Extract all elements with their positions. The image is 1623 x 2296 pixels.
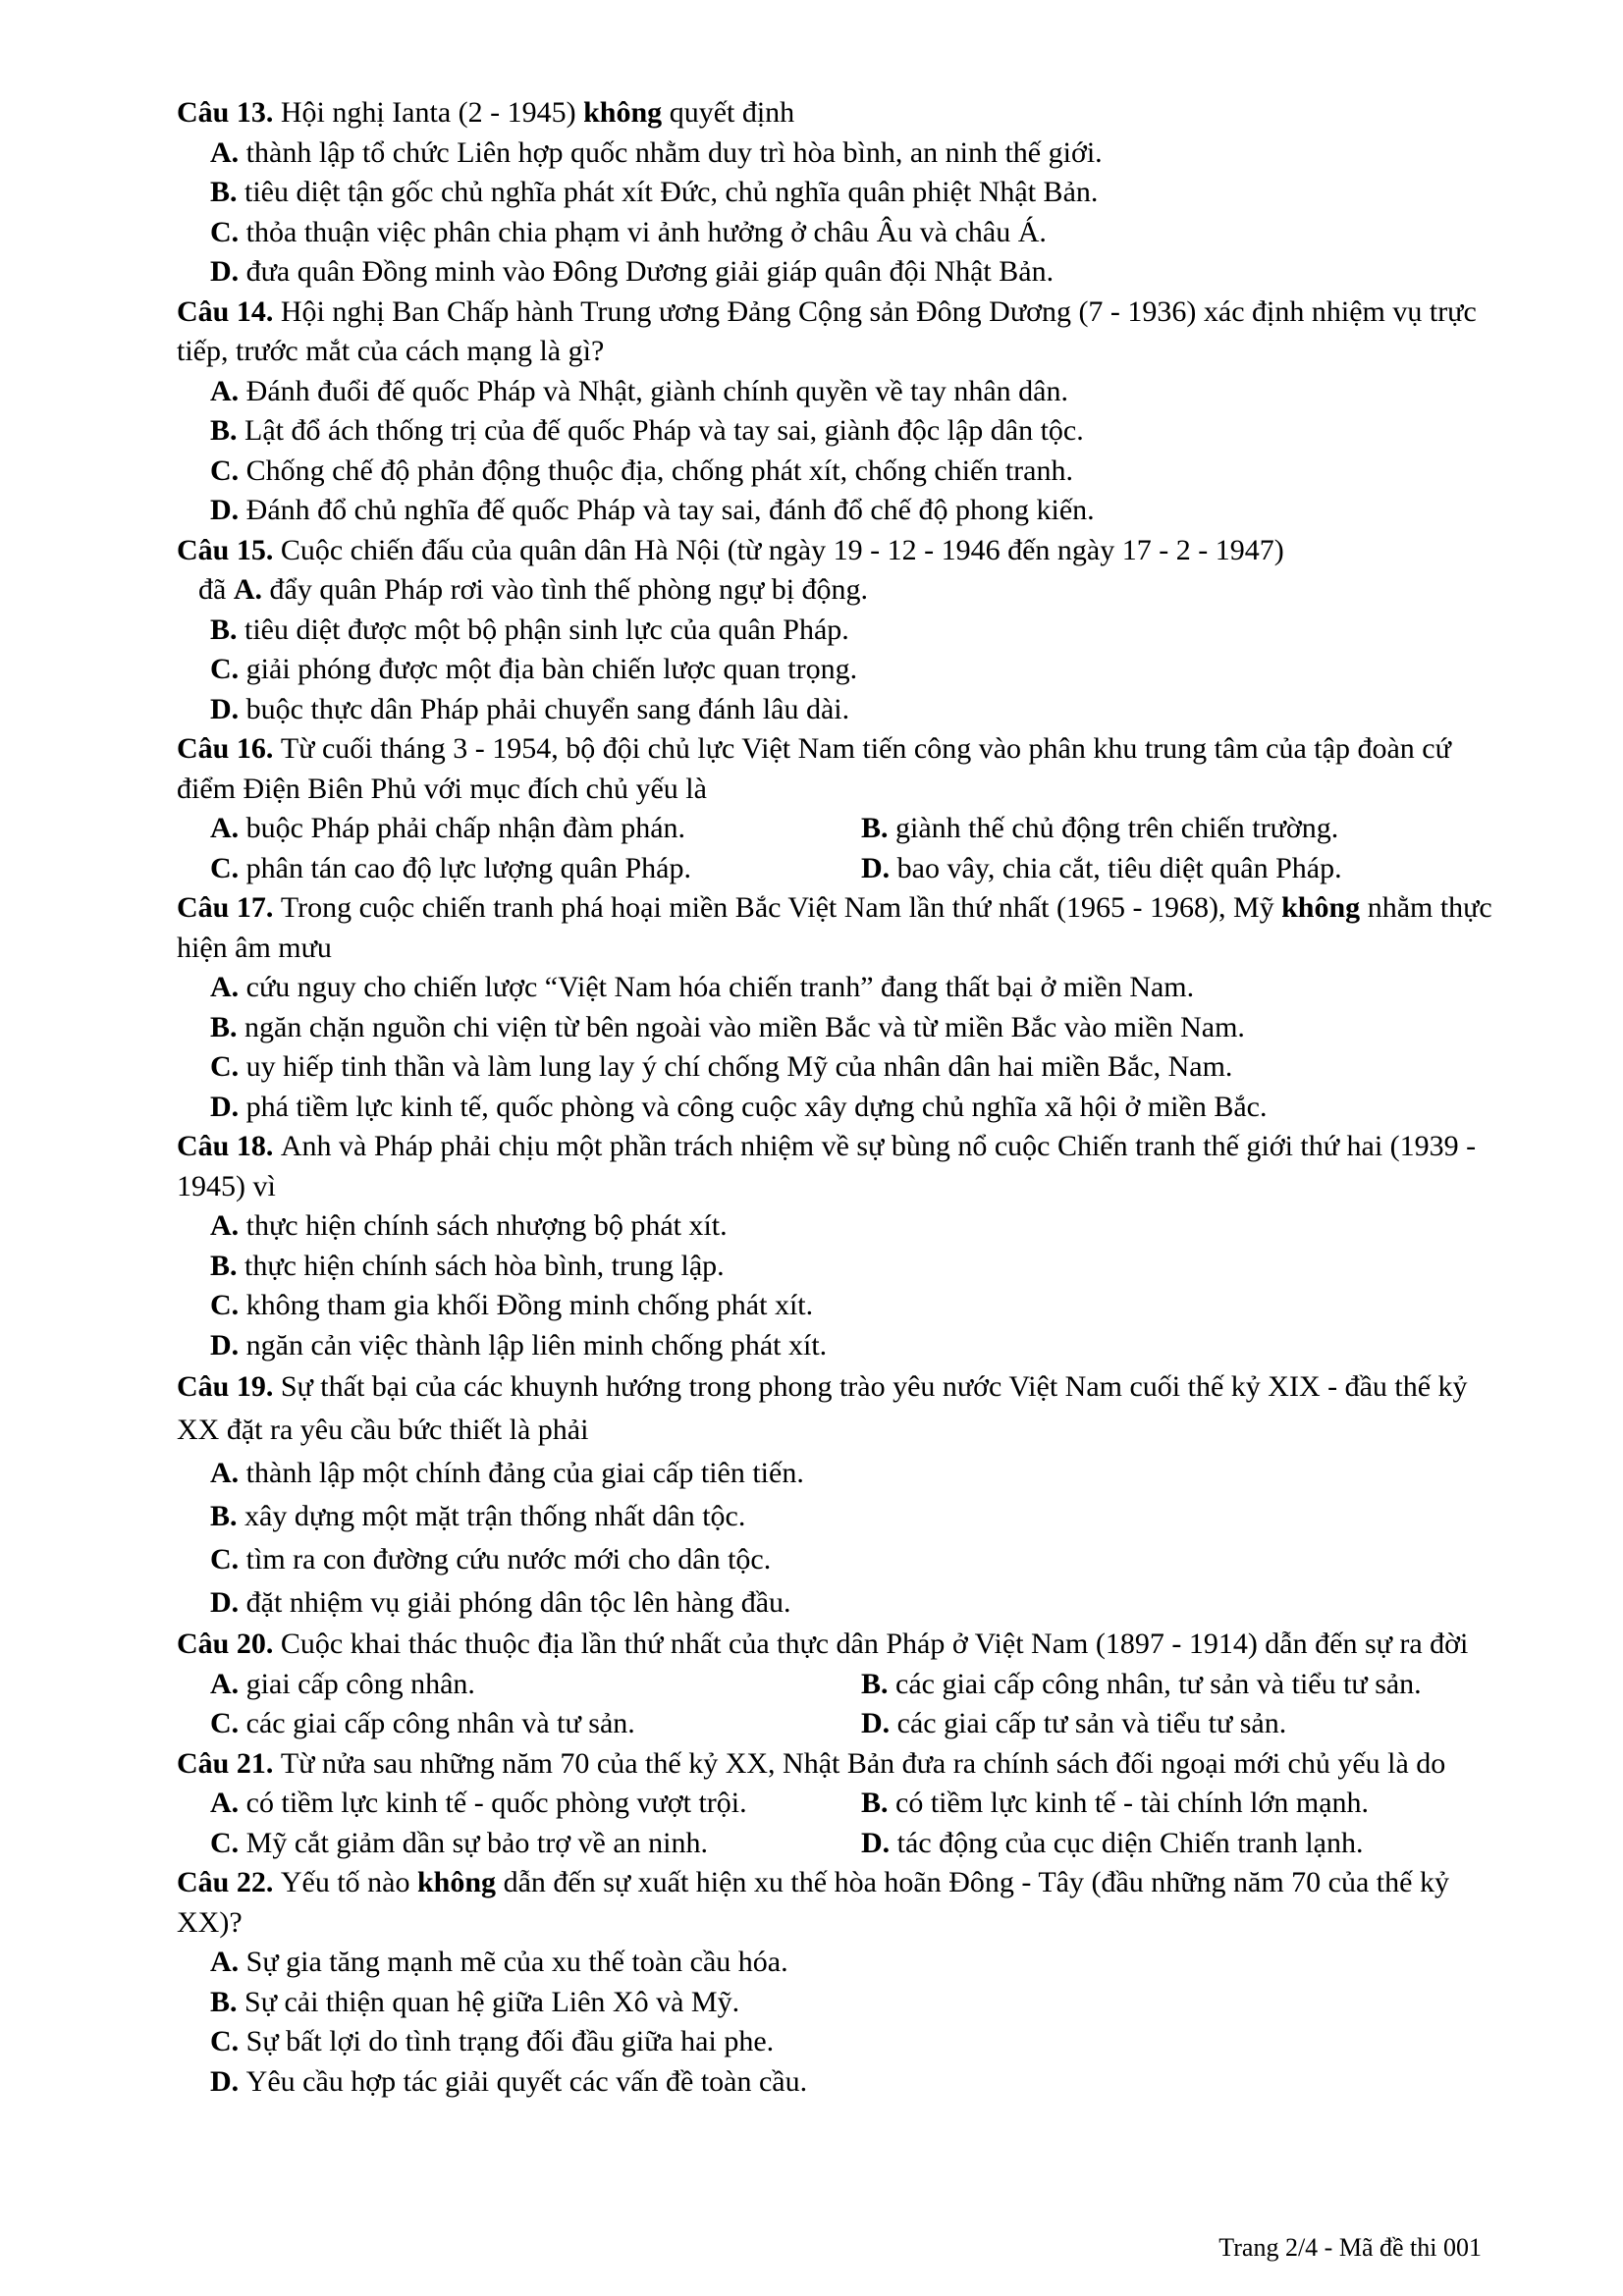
answer-option-b (177, 173, 1512, 213)
question-number: Câu 18. (177, 1130, 281, 1162)
answer-option-a (177, 1943, 1512, 1983)
answer-option-c (177, 2022, 1512, 2062)
option-text: Sự bất lợi do tình trạng đối đầu giữa hai phe. (245, 2025, 775, 2057)
option-text: thực hiện chính sách nhượng bộ phát xít. (245, 1209, 728, 1242)
option-row (177, 809, 1512, 849)
option-letter: C. (210, 2025, 246, 2057)
answer-option-c (177, 213, 1512, 253)
answer-option-c (210, 1824, 861, 1864)
option-text: thực hiện chính sách hòa bình, trung lập. (244, 1249, 725, 1282)
option-row (177, 1704, 1512, 1744)
option-letter: B. (210, 414, 245, 447)
question-stem (177, 729, 1512, 809)
stem-text: không (583, 96, 663, 129)
answer-option-c (177, 1286, 1512, 1326)
option-letter: A. (210, 1667, 246, 1700)
question-stem (177, 93, 1512, 133)
page-footer: Trang 2/4 - Mã đề thi 001 (1218, 2233, 1482, 2262)
option-letter: D. (210, 692, 246, 725)
option-letter: A. (210, 374, 246, 407)
option-text: các giai cấp công nhân và tư sản. (245, 1707, 635, 1739)
answer-option-b (861, 1784, 1512, 1824)
option-letter: D. (210, 1090, 246, 1123)
answer-option-b (177, 1495, 1512, 1538)
option-text: tìm ra con đường cứu nước mới cho dân tộc. (245, 1543, 772, 1575)
question-block (177, 293, 1512, 531)
question-block (177, 1625, 1512, 1744)
option-text: phá tiềm lực kinh tế, quốc phòng và công cuộc xây dựng chủ nghĩa xã hội ở miền Bắc. (245, 1090, 1268, 1123)
question-block (177, 729, 1512, 888)
stem-text: không (417, 1866, 497, 1898)
option-text: giải phóng được một địa bàn chiến lược quan trọng. (245, 653, 858, 685)
answer-option-c (210, 1704, 861, 1744)
option-text: đưa quân Đồng minh vào Đông Dương giải giáp quân đội Nhật Bản. (245, 255, 1055, 288)
answer-option-b (177, 611, 1512, 651)
stem-text: Cuộc khai thác thuộc địa lần thứ nhất của thực dân Pháp ở Việt Nam (1897 - 1914) dẫn đến sự ra đời (280, 1628, 1469, 1660)
option-text: thành lập một chính đảng của giai cấp tiên tiến. (245, 1457, 804, 1489)
question-stem (177, 1365, 1512, 1452)
question-stem (177, 888, 1512, 968)
question-block (177, 1863, 1512, 2102)
option-letter: B. (861, 812, 896, 844)
stem-text: không (1281, 891, 1361, 924)
answer-option-b (861, 1665, 1512, 1705)
answer-option-c (210, 849, 861, 889)
option-text: tiêu diệt tận gốc chủ nghĩa phát xít Đức, chủ nghĩa quân phiệt Nhật Bản. (244, 176, 1099, 208)
option-letter: C. (210, 1826, 246, 1859)
option-text: Sự gia tăng mạnh mẽ của xu thế toàn cầu hóa. (245, 1946, 788, 1978)
answer-option-c (177, 1047, 1512, 1088)
option-text: buộc thực dân Pháp phải chuyển sang đánh lâu dài. (245, 692, 850, 725)
answer-option-d (177, 252, 1512, 293)
option-text: Đánh đổ chủ nghĩa đế quốc Pháp và tay sai, đánh đổ chế độ phong kiến. (245, 494, 1095, 526)
stem-text: nhằm thực hiện âm mưu (177, 891, 1492, 964)
answer-option-a (210, 809, 861, 849)
answer-option-d (177, 491, 1512, 531)
option-letter: A. (233, 573, 270, 606)
option-row (177, 849, 1512, 889)
option-letter: C. (210, 1707, 246, 1739)
answer-option-b (177, 1008, 1512, 1048)
answer-option-c (177, 1538, 1512, 1581)
option-letter: B. (210, 1985, 245, 2018)
option-text: xây dựng một mặt trận thống nhất dân tộc. (244, 1500, 746, 1532)
option-row (177, 1824, 1512, 1864)
question-number: Câu 14. (177, 294, 281, 328)
option-text: có tiềm lực kinh tế - quốc phòng vượt trội. (245, 1787, 747, 1819)
option-text: Mỹ cắt giảm dần sự bảo trợ về an ninh. (245, 1826, 709, 1859)
answer-option-d (177, 1326, 1512, 1366)
option-text: các giai cấp tư sản và tiểu tư sản. (896, 1707, 1287, 1739)
stem-text: Từ cuối tháng 3 - 1954, bộ đội chủ lực Việt Nam tiến công vào phân khu trung tâm của tập đoàn cứ điểm Điện Biên Phủ với mục đích chủ yếu là (177, 732, 1451, 805)
answer-option-c (177, 650, 1512, 690)
option-text: Lật đổ ách thống trị của đế quốc Pháp và tay sai, giành độc lập dân tộc. (244, 414, 1084, 447)
question-stem (177, 293, 1512, 372)
answer-option-b (861, 809, 1512, 849)
question-number: Câu 20. (177, 1628, 281, 1660)
option-letter: D. (861, 1826, 897, 1859)
question-block (177, 1365, 1512, 1625)
answer-option-a (177, 1452, 1512, 1495)
option-letter: D. (210, 1586, 246, 1619)
option-letter: A. (210, 971, 246, 1003)
stem-text: Từ nửa sau những năm 70 của thế kỷ XX, Nhật Bản đưa ra chính sách đối ngoại mới chủ yếu là do (280, 1746, 1446, 1780)
option-letter: C. (210, 653, 246, 685)
option-letter: D. (210, 1328, 246, 1362)
option-letter: C. (210, 1289, 246, 1321)
option-letter: B. (210, 1249, 245, 1282)
option-text: tiêu diệt được một bộ phận sinh lực của quân Pháp. (244, 613, 849, 646)
stem-text: Cuộc chiến đấu của quân dân Hà Nội (từ ngày 19 - 12 - 1946 đến ngày 17 - 2 - 1947) (280, 533, 1284, 566)
option-text: bao vây, chia cắt, tiêu diệt quân Pháp. (896, 851, 1342, 884)
answer-option-d (177, 1088, 1512, 1128)
answer-option-a (177, 133, 1512, 174)
question-number: Câu 15. (177, 533, 281, 566)
answer-option-a (177, 570, 1512, 611)
stem-tail: đã (198, 573, 234, 606)
stem-text: Hội nghị Ban Chấp hành Trung ương Đảng Cộng sản Đông Dương (7 - 1936) xác định nhiệm vụ trực tiếp, trước mắt của cách mạng là gì? (177, 294, 1477, 367)
question-number: Câu 13. (177, 96, 281, 129)
question-number: Câu 22. (177, 1866, 281, 1898)
option-letter: B. (861, 1787, 896, 1819)
option-letter: B. (210, 176, 245, 208)
option-letter: C. (210, 1050, 246, 1083)
answer-option-a (210, 1665, 861, 1705)
question-block (177, 93, 1512, 293)
answer-option-b (177, 1247, 1512, 1287)
option-text: uy hiếp tinh thần và làm lung lay ý chí chống Mỹ của nhân dân hai miền Bắc, Nam. (245, 1050, 1233, 1083)
stem-text: dẫn đến sự xuất hiện xu thế hòa hoãn Đông - Tây (đầu những năm 70 của thế kỷ XX)? (177, 1866, 1449, 1939)
option-text: đặt nhiệm vụ giải phóng dân tộc lên hàng đầu. (245, 1586, 791, 1619)
answer-option-a (177, 372, 1512, 412)
stem-text: Anh và Pháp phải chịu một phần trách nhiệm về sự bùng nổ cuộc Chiến tranh thế giới thứ hai (1939 - 1945) vì (177, 1130, 1477, 1202)
option-letter: C. (210, 851, 246, 884)
answer-option-b (177, 411, 1512, 452)
option-text: Sự cải thiện quan hệ giữa Liên Xô và Mỹ. (244, 1985, 740, 2018)
question-stem (177, 531, 1512, 571)
option-letter: B. (210, 1500, 245, 1532)
question-number: Câu 17. (177, 891, 281, 924)
question-block (177, 888, 1512, 1127)
option-letter: A. (210, 1787, 246, 1819)
stem-text: Sự thất bại của các khuynh hướng trong phong trào yêu nước Việt Nam cuối thế kỷ XIX - đầu thế kỷ XX đặt ra yêu cầu bức thiết là phải (177, 1370, 1468, 1446)
exam-page (177, 93, 1512, 2102)
option-letter: A. (210, 1209, 246, 1242)
option-letter: C. (210, 1543, 246, 1575)
option-letter: D. (861, 851, 897, 884)
question-block (177, 1744, 1512, 1864)
option-letter: D. (861, 1707, 897, 1739)
stem-text: Hội nghị Ianta (2 - 1945) (280, 96, 584, 129)
option-text: đẩy quân Pháp rơi vào tình thế phòng ngự bị động. (269, 573, 869, 606)
option-letter: A. (210, 812, 246, 844)
answer-option-c (177, 452, 1512, 492)
option-letter: A. (210, 1946, 246, 1978)
option-letter: A. (210, 135, 246, 169)
option-text: giai cấp công nhân. (245, 1667, 475, 1700)
option-text: phân tán cao độ lực lượng quân Pháp. (245, 851, 691, 884)
option-letter: D. (210, 255, 246, 288)
option-text: Chống chế độ phản động thuộc địa, chống phát xít, chống chiến tranh. (245, 454, 1073, 487)
option-letter: C. (210, 454, 246, 487)
answer-option-d (177, 690, 1512, 730)
answer-option-b (177, 1983, 1512, 2023)
option-text: cứu nguy cho chiến lược “Việt Nam hóa chiến tranh” đang thất bại ở miền Nam. (245, 971, 1195, 1003)
option-letter: B. (861, 1667, 896, 1700)
question-block (177, 1127, 1512, 1365)
option-text: thỏa thuận việc phân chia phạm vi ảnh hưởng ở châu Âu và châu Á. (245, 215, 1047, 248)
stem-text: Yếu tố nào (280, 1866, 417, 1898)
stem-text: Trong cuộc chiến tranh phá hoại miền Bắc Việt Nam lần thứ nhất (1965 - 1968), Mỹ (280, 891, 1282, 924)
option-letter: D. (210, 494, 246, 526)
option-text: buộc Pháp phải chấp nhận đàm phán. (245, 812, 686, 844)
option-letter: C. (210, 215, 246, 248)
option-text: giành thế chủ động trên chiến trường. (895, 812, 1339, 844)
answer-option-d (861, 1704, 1512, 1744)
answer-option-d (861, 1824, 1512, 1864)
option-letter: B. (210, 613, 245, 646)
option-letter: D. (210, 2064, 246, 2098)
answer-option-d (861, 849, 1512, 889)
option-text: thành lập tổ chức Liên hợp quốc nhằm duy trì hòa bình, an ninh thế giới. (245, 135, 1103, 169)
option-row (177, 1784, 1512, 1824)
answer-option-a (177, 1206, 1512, 1247)
question-number: Câu 21. (177, 1746, 281, 1780)
question-stem (177, 1127, 1512, 1206)
answer-option-a (210, 1784, 861, 1824)
option-text: ngăn chặn nguồn chi viện từ bên ngoài vào miền Bắc và từ miền Bắc vào miền Nam. (244, 1010, 1245, 1043)
option-text: Đánh đuổi đế quốc Pháp và Nhật, giành chính quyền về tay nhân dân. (245, 374, 1068, 407)
question-stem (177, 1863, 1512, 1943)
option-letter: A. (210, 1457, 246, 1489)
option-letter: B. (210, 1010, 245, 1043)
option-text: có tiềm lực kinh tế - tài chính lớn mạnh. (895, 1787, 1370, 1819)
question-number: Câu 19. (177, 1370, 281, 1403)
option-text: ngăn cản việc thành lập liên minh chống phát xít. (245, 1328, 828, 1362)
answer-option-d (177, 1581, 1512, 1625)
question-stem (177, 1625, 1512, 1665)
option-text: các giai cấp công nhân, tư sản và tiểu tư sản. (895, 1667, 1422, 1700)
question-block (177, 531, 1512, 730)
question-number: Câu 16. (177, 732, 281, 765)
answer-option-a (177, 968, 1512, 1008)
option-text: không tham gia khối Đồng minh chống phát xít. (245, 1289, 814, 1321)
option-text: Yêu cầu hợp tác giải quyết các vấn đề toàn cầu. (245, 2064, 808, 2098)
option-row (177, 1665, 1512, 1705)
stem-text: quyết định (662, 96, 795, 129)
answer-option-d (177, 2062, 1512, 2103)
question-stem (177, 1744, 1512, 1785)
option-text: tác động của cục diện Chiến tranh lạnh. (896, 1826, 1364, 1859)
